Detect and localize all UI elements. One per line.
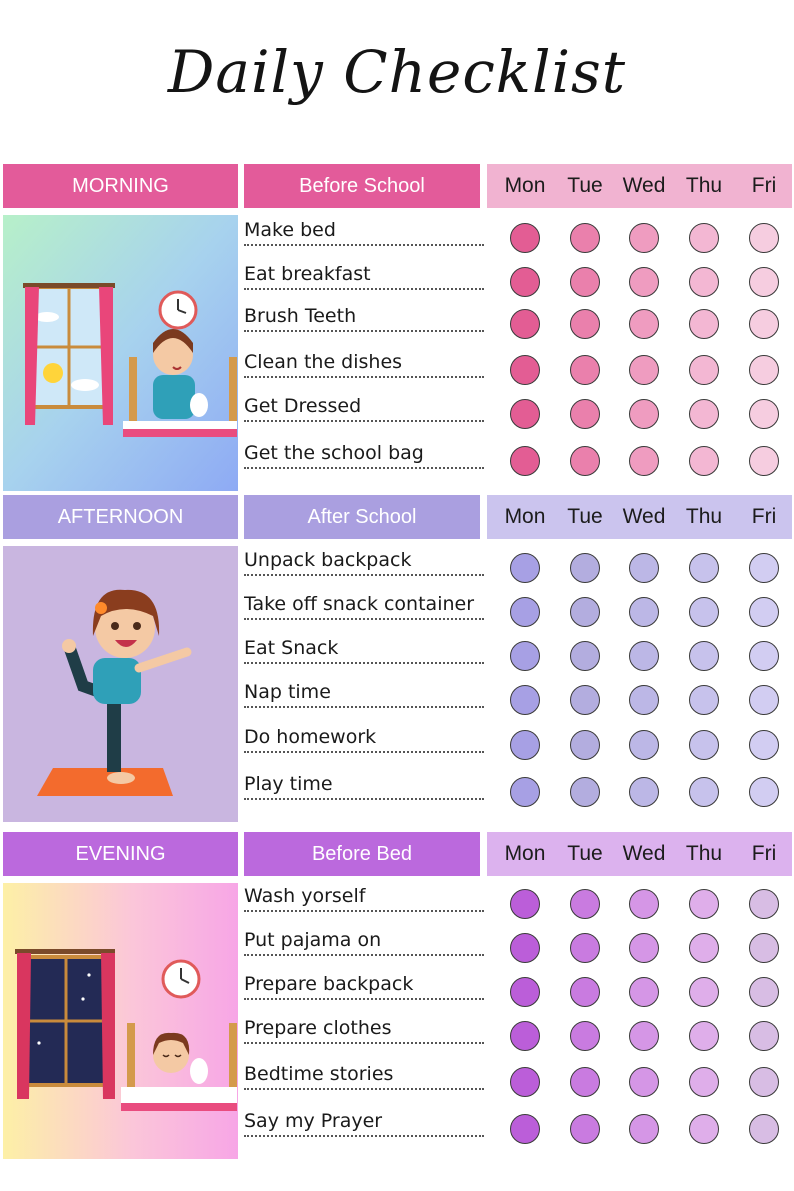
category-header: AFTERNOON [3,495,238,539]
day-label: Thu [685,505,723,528]
checkbox-circle[interactable] [629,223,659,253]
task-label: Clean the dishes [244,348,484,378]
day-label: Fri [751,505,777,528]
checkbox-circle[interactable] [510,446,540,476]
checkbox-circle[interactable] [629,399,659,429]
day-label: Tue [567,174,603,197]
checkbox-circle[interactable] [629,446,659,476]
page-title: Daily Checklist [167,38,627,106]
checkbox-circle[interactable] [570,309,600,339]
day-label: Mon [504,505,546,528]
day-label: Fri [751,174,777,197]
checkbox-circle[interactable] [629,1067,659,1097]
days-header [487,164,792,208]
checkbox-circle[interactable] [510,597,540,627]
day-label: Tue [567,842,603,865]
checkbox-circle[interactable] [749,1114,779,1144]
subtitle-header: Before School [244,164,480,208]
checkbox-circle[interactable] [629,597,659,627]
checkbox-circle[interactable] [749,730,779,760]
checkbox-circle[interactable] [629,1021,659,1051]
task-label: Prepare backpack [244,970,484,1000]
days-header [487,832,792,876]
checkbox-circle[interactable] [510,223,540,253]
checkbox-circle[interactable] [570,685,600,715]
checkbox-circle[interactable] [570,446,600,476]
checkbox-circle[interactable] [570,597,600,627]
task-label: Take off snack container [244,590,484,620]
category-header: MORNING [3,164,238,208]
day-label: Wed [622,842,666,865]
checkbox-circle[interactable] [749,553,779,583]
checkbox-circle[interactable] [570,1021,600,1051]
checkbox-circle[interactable] [629,309,659,339]
days-header [487,495,792,539]
task-label: Prepare clothes [244,1014,484,1044]
checkbox-circle[interactable] [629,553,659,583]
checkbox-circle[interactable] [689,1067,719,1097]
checkbox-circle[interactable] [689,933,719,963]
checkbox-circle[interactable] [510,355,540,385]
checkbox-circle[interactable] [629,777,659,807]
checkbox-circle[interactable] [629,889,659,919]
checkbox-circle[interactable] [629,1114,659,1144]
checkbox-circle[interactable] [510,641,540,671]
checkbox-circle[interactable] [570,355,600,385]
checkbox-circle[interactable] [689,641,719,671]
checkbox-circle[interactable] [510,1067,540,1097]
checkbox-circle[interactable] [510,1114,540,1144]
checkbox-circle[interactable] [689,730,719,760]
checkbox-circle[interactable] [689,267,719,297]
task-label: Unpack backpack [244,546,484,576]
checkbox-circle[interactable] [510,399,540,429]
checkbox-circle[interactable] [689,446,719,476]
section-evening [0,832,794,1162]
checkbox-circle[interactable] [510,685,540,715]
checkbox-circle[interactable] [570,399,600,429]
day-label: Wed [622,505,666,528]
day-label: Thu [685,842,723,865]
checkbox-circle[interactable] [689,355,719,385]
checkbox-circle[interactable] [749,446,779,476]
checkbox-circle[interactable] [749,399,779,429]
task-label: Put pajama on [244,926,484,956]
day-label: Mon [504,842,546,865]
day-label: Thu [685,174,723,197]
checkbox-circle[interactable] [570,730,600,760]
afternoon-illustration [3,546,238,822]
checkbox-circle[interactable] [749,933,779,963]
task-label: Wash yorself [244,882,484,912]
checkbox-circle[interactable] [749,223,779,253]
task-label: Play time [244,770,484,800]
checkbox-circle[interactable] [510,1021,540,1051]
checkbox-circle[interactable] [749,309,779,339]
morning-illustration [3,215,238,491]
checkbox-circle[interactable] [570,933,600,963]
subtitle-header: After School [244,495,480,539]
checkbox-circle[interactable] [749,685,779,715]
checkbox-circle[interactable] [570,977,600,1007]
checkbox-circle[interactable] [689,399,719,429]
task-label: Get the school bag [244,439,484,469]
checkbox-circle[interactable] [510,309,540,339]
checkbox-circle[interactable] [689,1114,719,1144]
checkbox-circle[interactable] [689,223,719,253]
checkbox-circle[interactable] [510,889,540,919]
checkbox-circle[interactable] [510,933,540,963]
checkbox-circle[interactable] [570,1067,600,1097]
checkbox-circle[interactable] [510,777,540,807]
checkbox-circle[interactable] [749,597,779,627]
checkbox-circle[interactable] [570,553,600,583]
section-morning [0,164,794,494]
category-header: EVENING [3,832,238,876]
checkbox-circle[interactable] [510,267,540,297]
checkbox-circle[interactable] [749,1067,779,1097]
subtitle-header: Before Bed [244,832,480,876]
checkbox-circle[interactable] [510,730,540,760]
section-afternoon [0,495,794,825]
checkbox-circle[interactable] [570,889,600,919]
checkbox-circle[interactable] [749,777,779,807]
checkbox-circle[interactable] [689,309,719,339]
checkbox-circle[interactable] [570,777,600,807]
checkbox-circle[interactable] [570,223,600,253]
checkbox-circle[interactable] [570,1114,600,1144]
checkbox-circle[interactable] [510,977,540,1007]
checkbox-circle[interactable] [749,977,779,1007]
checkbox-circle[interactable] [689,1021,719,1051]
task-label: Say my Prayer [244,1107,484,1137]
checkbox-circle[interactable] [629,933,659,963]
task-label: Nap time [244,678,484,708]
checkbox-circle[interactable] [629,730,659,760]
checkbox-circle[interactable] [689,777,719,807]
checkbox-circle[interactable] [749,355,779,385]
checkbox-circle[interactable] [510,553,540,583]
checkbox-circle[interactable] [749,889,779,919]
task-label: Make bed [244,216,484,246]
checkbox-circle[interactable] [689,977,719,1007]
checkbox-circle[interactable] [629,355,659,385]
day-label: Tue [567,505,603,528]
checkbox-circle[interactable] [570,267,600,297]
checkbox-circle[interactable] [689,553,719,583]
day-label: Wed [622,174,666,197]
checkbox-circle[interactable] [629,267,659,297]
checkbox-circle[interactable] [689,597,719,627]
checkbox-circle[interactable] [689,685,719,715]
checkbox-circle[interactable] [749,641,779,671]
day-label: Mon [504,174,546,197]
task-label: Eat Snack [244,634,484,664]
task-label: Eat breakfast [244,260,484,290]
checkbox-circle[interactable] [629,641,659,671]
checkbox-circle[interactable] [689,889,719,919]
task-label: Do homework [244,723,484,753]
task-label: Bedtime stories [244,1060,484,1090]
checkbox-circle[interactable] [749,267,779,297]
task-label: Get Dressed [244,392,484,422]
checkbox-circle[interactable] [629,977,659,1007]
checkbox-circle[interactable] [570,641,600,671]
checkbox-circle[interactable] [749,1021,779,1051]
evening-illustration [3,883,238,1159]
day-label: Fri [751,842,777,865]
checkbox-circle[interactable] [629,685,659,715]
task-label: Brush Teeth [244,302,484,332]
